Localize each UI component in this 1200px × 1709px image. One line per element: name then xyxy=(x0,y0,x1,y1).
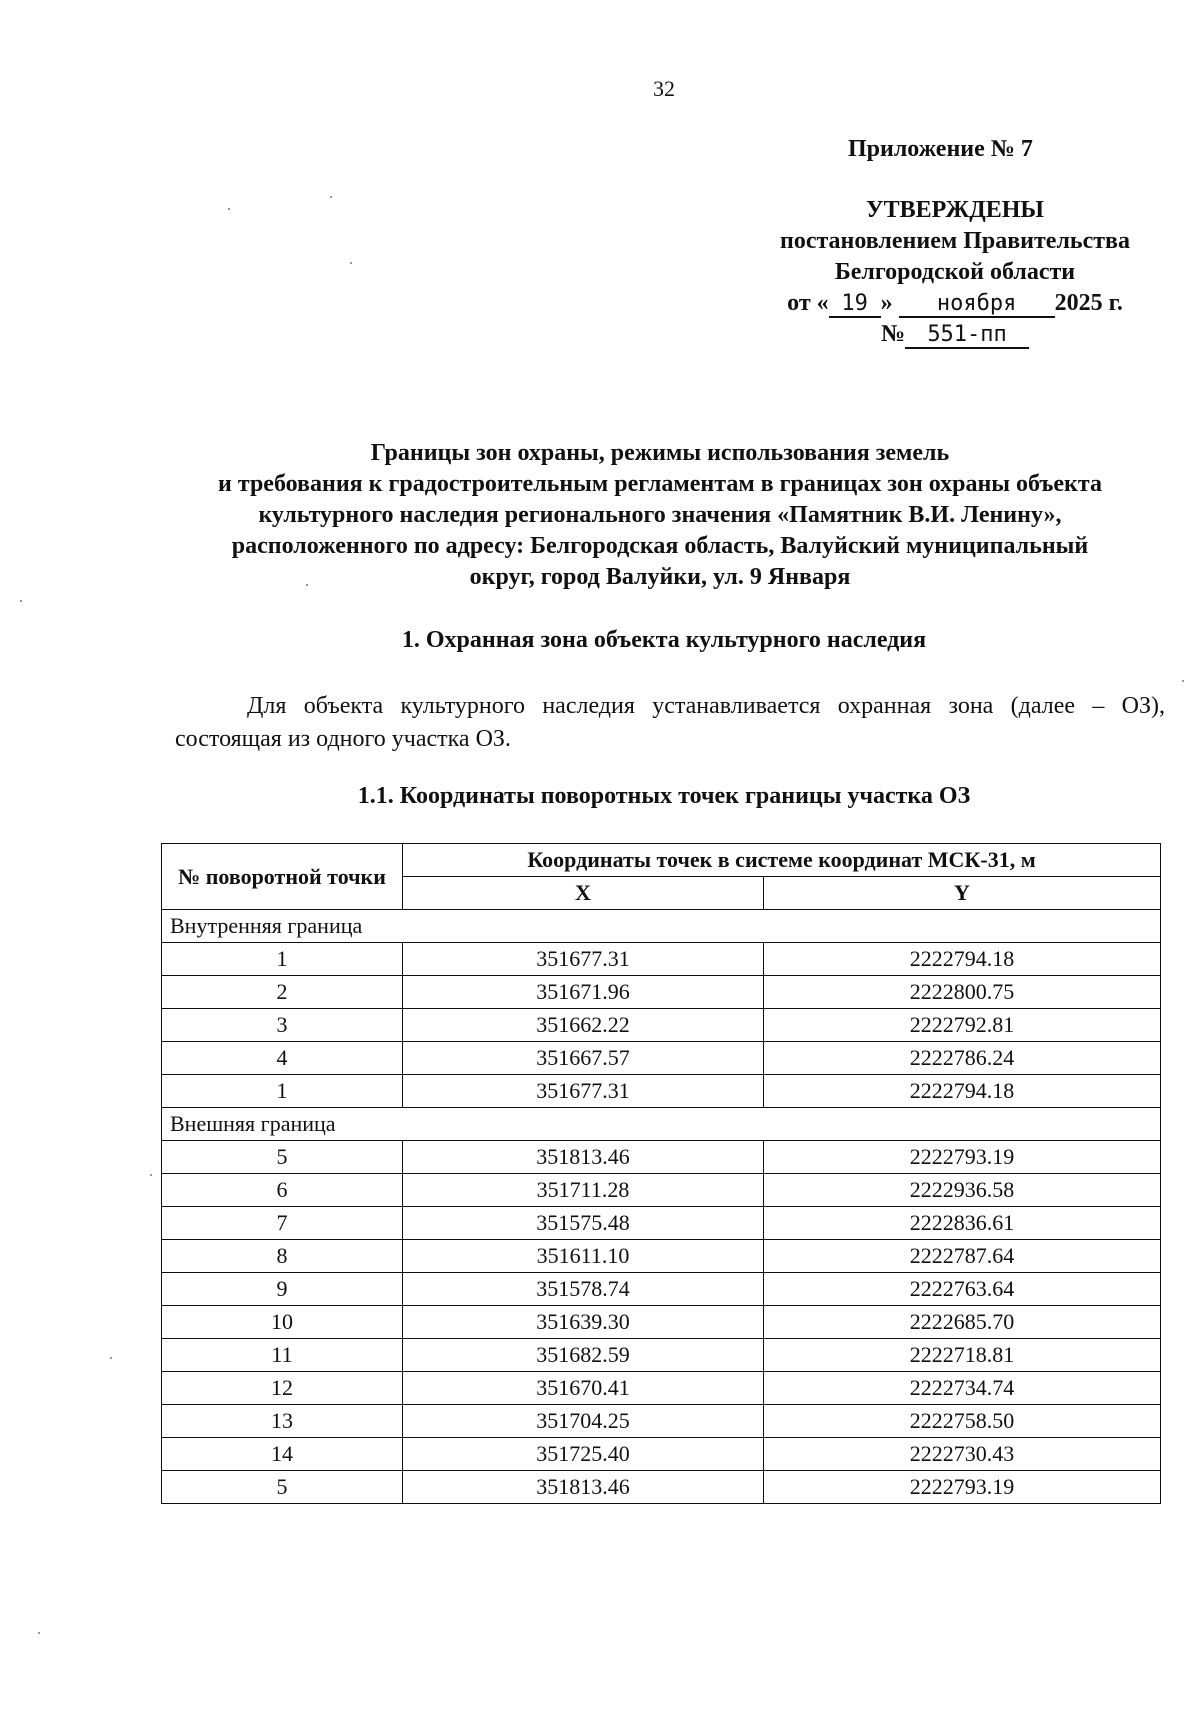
table-row xyxy=(162,1240,1161,1273)
point-number-cell: 1 xyxy=(162,1075,403,1108)
x-coordinate-cell: 351611.10 xyxy=(403,1240,764,1273)
approval-number-line xyxy=(740,319,1170,350)
date-month: ноября xyxy=(899,292,1055,318)
group-label: Внешняя граница xyxy=(162,1108,1161,1141)
point-number-cell: 5 xyxy=(162,1141,403,1174)
subsection-heading: 1.1. Координаты поворотных точек границы участка ОЗ xyxy=(357,783,971,809)
document-title xyxy=(160,438,1160,593)
x-coordinate-cell: 351677.31 xyxy=(403,943,764,976)
y-coordinate-cell: 2222685.70 xyxy=(764,1306,1161,1339)
table-row xyxy=(162,1141,1161,1174)
page-number: 32 xyxy=(653,76,675,101)
header-x: X xyxy=(403,877,764,910)
annex-label: Приложение № 7 xyxy=(848,136,1033,162)
point-number-cell: 13 xyxy=(162,1405,403,1438)
point-number-cell: 2 xyxy=(162,976,403,1009)
y-coordinate-cell: 2222758.50 xyxy=(764,1405,1161,1438)
approved-by-line2: Белгородской области xyxy=(834,259,1076,285)
x-coordinate-cell: 351704.25 xyxy=(403,1405,764,1438)
table-row xyxy=(162,1075,1161,1108)
table-row xyxy=(162,943,1161,976)
point-number-cell: 4 xyxy=(162,1042,403,1075)
x-coordinate-cell: 351682.59 xyxy=(403,1339,764,1372)
scan-speck xyxy=(150,1174,152,1176)
point-number-cell: 5 xyxy=(162,1471,403,1504)
scan-speck xyxy=(330,196,332,198)
x-coordinate-cell: 351578.74 xyxy=(403,1273,764,1306)
table-row xyxy=(162,976,1161,1009)
y-coordinate-cell: 2222793.19 xyxy=(764,1471,1161,1504)
scan-speck xyxy=(38,1632,40,1634)
date-year: 2025 г. xyxy=(1054,290,1123,316)
approved-by-line1: постановлением Правительства xyxy=(779,228,1130,254)
x-coordinate-cell: 351671.96 xyxy=(403,976,764,1009)
scan-speck xyxy=(20,600,22,602)
coordinates-body xyxy=(162,910,1161,1504)
table-row xyxy=(162,1438,1161,1471)
y-coordinate-cell: 2222793.19 xyxy=(764,1141,1161,1174)
y-coordinate-cell: 2222792.81 xyxy=(764,1009,1161,1042)
scan-speck xyxy=(350,262,352,264)
point-number-cell: 1 xyxy=(162,943,403,976)
point-number-cell: 9 xyxy=(162,1273,403,1306)
section-heading: 1. Охранная зона объекта культурного наследия xyxy=(401,627,927,653)
y-coordinate-cell: 2222936.58 xyxy=(764,1174,1161,1207)
approval-number: 551-пп xyxy=(905,323,1029,349)
x-coordinate-cell: 351813.46 xyxy=(403,1471,764,1504)
x-coordinate-cell: 351711.28 xyxy=(403,1174,764,1207)
x-coordinate-cell: 351670.41 xyxy=(403,1372,764,1405)
y-coordinate-cell: 2222794.18 xyxy=(764,943,1161,976)
x-coordinate-cell: 351639.30 xyxy=(403,1306,764,1339)
table-row xyxy=(162,1174,1161,1207)
group-label: Внутренняя граница xyxy=(162,910,1161,943)
table-row xyxy=(162,1273,1161,1306)
y-coordinate-cell: 2222794.18 xyxy=(764,1075,1161,1108)
x-coordinate-cell: 351813.46 xyxy=(403,1141,764,1174)
title-line: культурного наследия регионального значения «Памятник В.И. Ленину», xyxy=(258,502,1062,528)
x-coordinate-cell: 351575.48 xyxy=(403,1207,764,1240)
point-number-cell: 7 xyxy=(162,1207,403,1240)
x-coordinate-cell: 351725.40 xyxy=(403,1438,764,1471)
x-coordinate-cell: 351667.57 xyxy=(403,1042,764,1075)
point-number-cell: 3 xyxy=(162,1009,403,1042)
approval-stamp xyxy=(740,195,1170,350)
point-number-cell: 10 xyxy=(162,1306,403,1339)
title-line: расположенного по адресу: Белгородская область, Валуйский муниципальный xyxy=(231,533,1089,559)
group-row xyxy=(162,1108,1161,1141)
scan-speck xyxy=(306,584,308,586)
x-coordinate-cell: 351662.22 xyxy=(403,1009,764,1042)
point-number-cell: 6 xyxy=(162,1174,403,1207)
table-row xyxy=(162,1009,1161,1042)
y-coordinate-cell: 2222787.64 xyxy=(764,1240,1161,1273)
header-y: Y xyxy=(764,877,1161,910)
table-row xyxy=(162,1042,1161,1075)
date-prefix: от « xyxy=(787,290,829,316)
y-coordinate-cell: 2222718.81 xyxy=(764,1339,1161,1372)
table-row xyxy=(162,1372,1161,1405)
table-row xyxy=(162,1207,1161,1240)
group-row xyxy=(162,910,1161,943)
table-row xyxy=(162,1471,1161,1504)
approved-label: УТВЕРЖДЕНЫ xyxy=(866,197,1044,223)
y-coordinate-cell: 2222763.64 xyxy=(764,1273,1161,1306)
title-line: округ, город Валуйки, ул. 9 Января xyxy=(469,564,851,590)
point-number-cell: 11 xyxy=(162,1339,403,1372)
header-coordinates: Координаты точек в системе координат МСК-31, м xyxy=(403,844,1161,877)
point-number-cell: 14 xyxy=(162,1438,403,1471)
number-prefix: № xyxy=(880,321,906,347)
scan-speck xyxy=(110,1357,112,1359)
y-coordinate-cell: 2222786.24 xyxy=(764,1042,1161,1075)
approval-date xyxy=(740,288,1170,319)
y-coordinate-cell: 2222730.43 xyxy=(764,1438,1161,1471)
body-paragraph: Для объекта культурного наследия устанавливается охранная зона (далее – ОЗ), состоящая из одного участка ОЗ. xyxy=(175,693,1165,752)
date-day: 19 xyxy=(829,292,881,318)
header-point-number: № поворотной точки xyxy=(162,844,403,910)
point-number-cell: 8 xyxy=(162,1240,403,1273)
point-number-cell: 12 xyxy=(162,1372,403,1405)
date-mid: » xyxy=(880,290,893,316)
scan-speck xyxy=(228,208,230,210)
y-coordinate-cell: 2222734.74 xyxy=(764,1372,1161,1405)
title-line: Границы зон охраны, режимы использования земель xyxy=(370,440,950,466)
title-line: и требования к градостроительным регламентам в границах зон охраны объекта xyxy=(218,471,1102,497)
table-row xyxy=(162,1306,1161,1339)
table-row xyxy=(162,1405,1161,1438)
y-coordinate-cell: 2222800.75 xyxy=(764,976,1161,1009)
coordinates-table xyxy=(161,843,1161,1504)
y-coordinate-cell: 2222836.61 xyxy=(764,1207,1161,1240)
table-row xyxy=(162,1339,1161,1372)
scan-speck xyxy=(1182,680,1184,682)
x-coordinate-cell: 351677.31 xyxy=(403,1075,764,1108)
